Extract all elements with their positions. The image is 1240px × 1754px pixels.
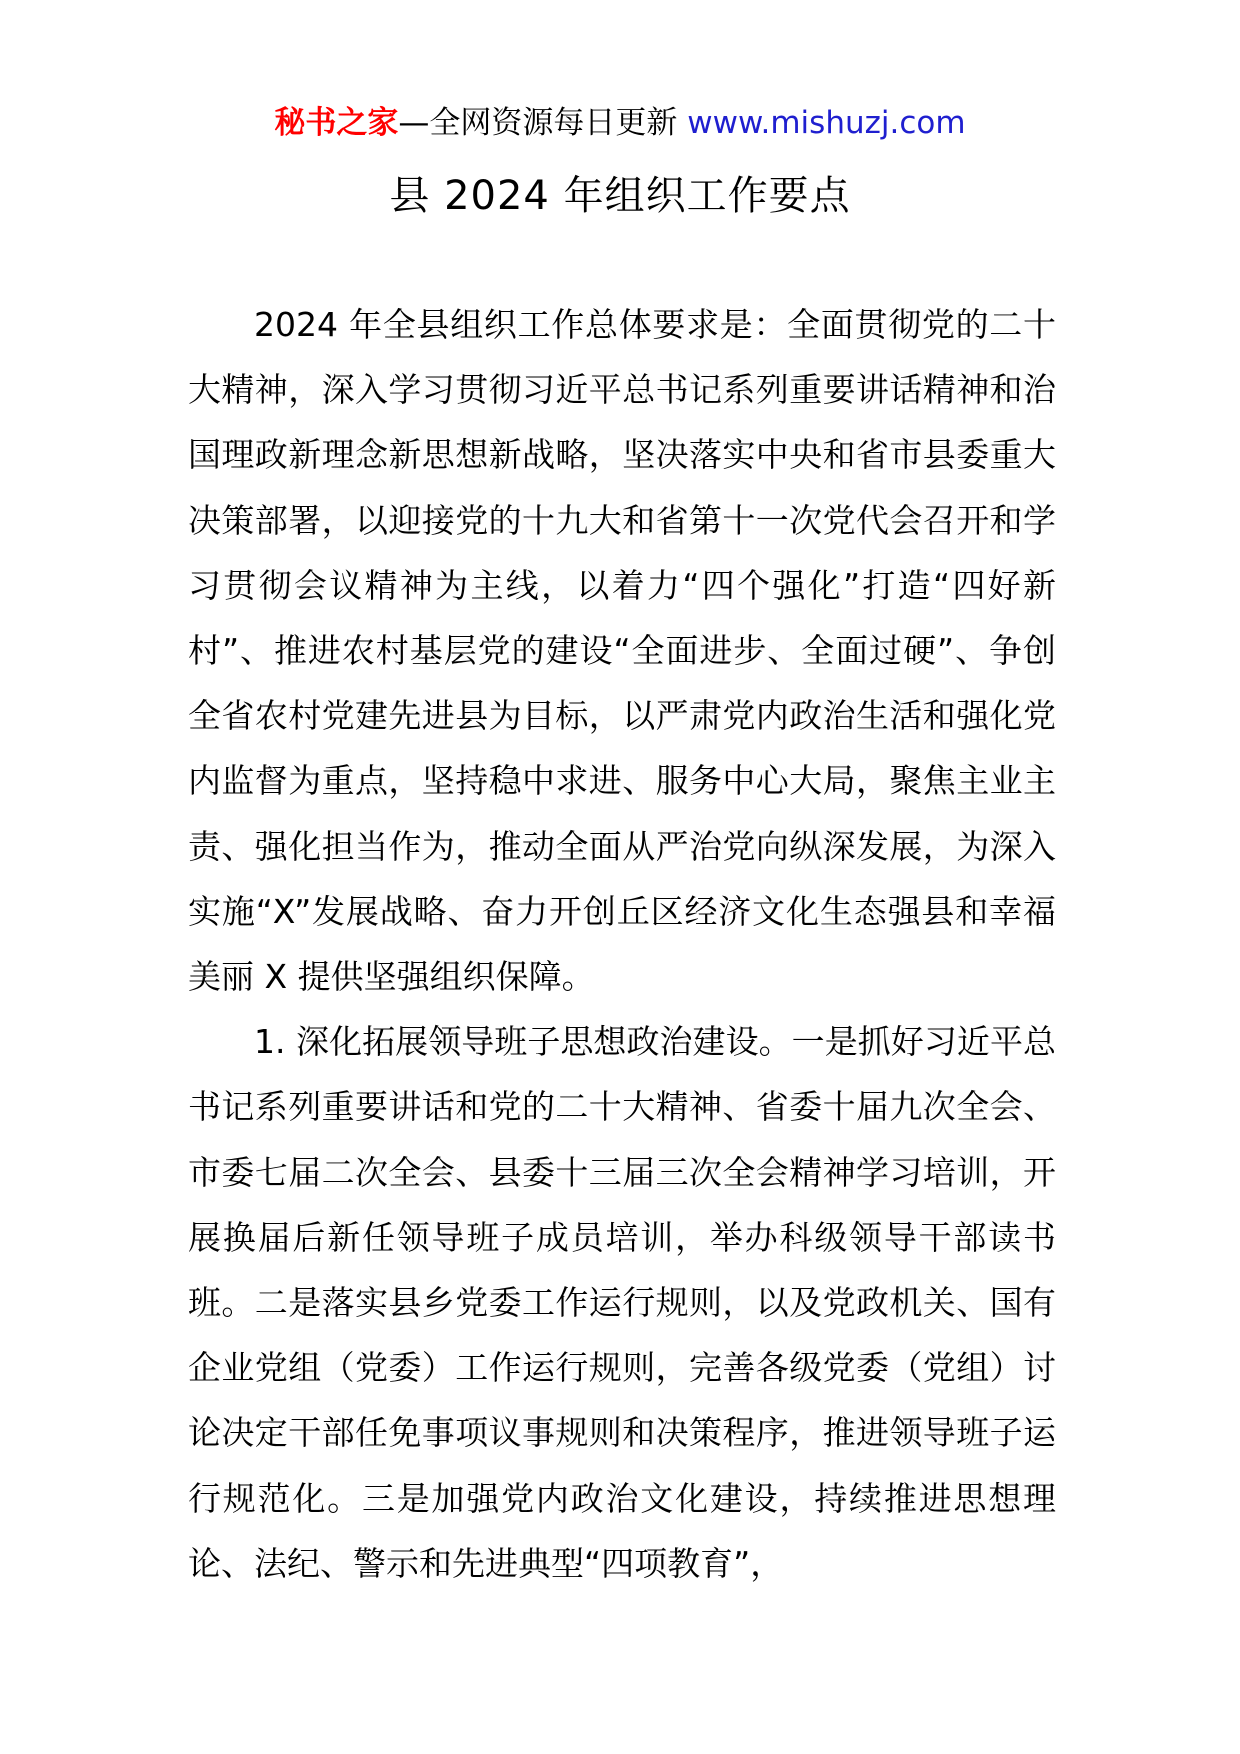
brand-name: 秘书之家	[274, 105, 399, 141]
paragraph-intro: 2024 年全县组织工作总体要求是：全面贯彻党的二十大精神，深入学习贯彻习近平总书记系列重要讲话精神和治国理政新理念新思想新战略，坚决落实中央和省市县委重大决策部署，以迎接党的十九大和省第十一次党代会召开和学习贯彻会议精神为主线，以着力“四个强化”打造“四好新村”、推进农村基层党的建设“全面进步、全面过硬”、争创全省农村党建先进县为目标，以严肃党内政治生活和强化党内监督为重点，坚持稳中求进、服务中心大局，聚焦主业主责、强化担当作为，推动全面从严治党向纵深发展，为深入实施“X”发展战略、奋力开创丘区经济文化生态强县和幸福美丽 X 提供坚强组织保障。	[188, 305, 1056, 997]
paragraph-item-1: 1. 深化拓展领导班子思想政治建设。一是抓好习近平总书记系列重要讲话和党的二十大精神、省委十届九次全会、市委七届二次全会、县委十三届三次全会精神学习培训，开展换届后新任领导班子成员培训，举办科级领导干部读书班。二是落实县乡党委工作运行规则，以及党政机关、国有企业党组（党委）工作运行规则，完善各级党委（党组）讨论决定干部任免事项议事规则和决策程序，推进领导班子运行规范化。三是加强党内政治文化建设，持续推进思想理论、法纪、警示和先进典型“四项教育”，	[188, 1022, 1056, 1583]
document-body	[188, 292, 1056, 1596]
site-header	[0, 101, 1240, 145]
site-url-link[interactable]: www.mishuzj.com	[687, 105, 966, 141]
document-title: 县 2024 年组织工作要点	[389, 173, 851, 219]
header-tagline: —全网资源每日更新	[398, 105, 678, 141]
